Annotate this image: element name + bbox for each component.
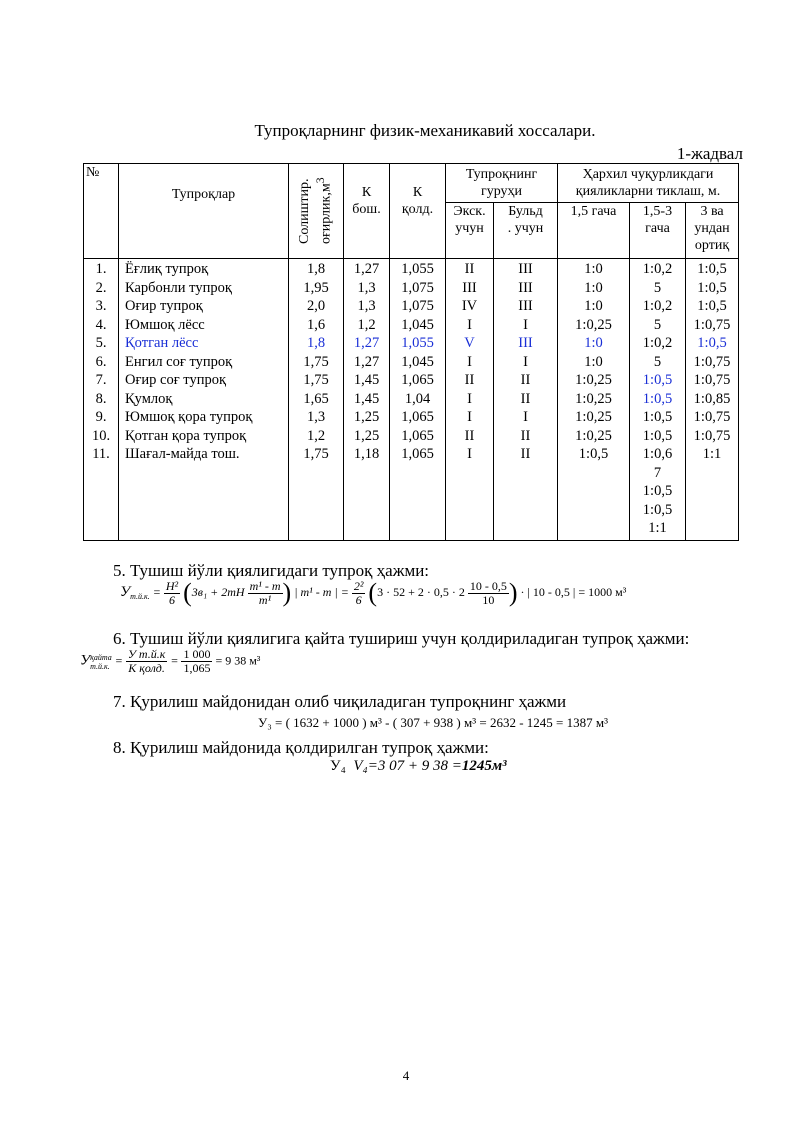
- cell: 1,65: [303, 390, 329, 407]
- cell: Қумлоқ: [125, 390, 173, 407]
- section-8-heading: 8. Қурилиш майдонида қолдирилган тупроқ ҳажми:: [113, 738, 489, 757]
- cell: III: [518, 298, 533, 314]
- header-slope-line1: Ҳархил чуқурликдаги: [582, 167, 714, 182]
- cell: 1:0,25: [575, 427, 612, 444]
- f5-frac1-den: 6: [168, 592, 175, 607]
- cell: I: [467, 390, 472, 407]
- cell: III: [518, 279, 533, 296]
- header-group-exc-line1: Экск.: [453, 204, 486, 219]
- cell: 10.: [91, 427, 111, 444]
- cell: V: [464, 335, 475, 351]
- f5-tail: · | 10 - 0,5 | = 1000 м³: [520, 584, 627, 599]
- cell: Юмшоқ қора тупроқ: [125, 409, 253, 425]
- cell: I: [467, 353, 472, 370]
- cell: 1,25: [353, 427, 380, 444]
- f6-lhs: У: [80, 652, 91, 669]
- cell: 1:0,75: [693, 353, 731, 370]
- cell: Карбонли тупроқ: [125, 279, 232, 296]
- f5-mid2: | m¹ - m | =: [294, 584, 349, 599]
- f6-frac1-num: У т.й.к: [127, 647, 166, 661]
- section-7-heading: 7. Қурилиш майдонидан олиб чиқиладиган тупроқнинг ҳажми: [113, 692, 567, 711]
- cell: 1,075: [401, 298, 434, 314]
- cell: 1:0,5: [642, 372, 673, 388]
- cell: 4.: [95, 316, 107, 333]
- col-soil: [119, 259, 289, 541]
- cell: 1:0: [584, 335, 603, 351]
- cell: 1:0,75: [693, 409, 731, 425]
- cell: 1:0,25: [575, 390, 612, 407]
- header-group-line1: Тупроқнинг: [465, 167, 538, 182]
- cell: 1,3: [306, 409, 326, 425]
- cell: 5: [653, 279, 662, 296]
- cell: 7.: [95, 372, 107, 388]
- f5-mid: 3в₁ + 2mH: [191, 584, 245, 599]
- cell: II: [520, 390, 531, 407]
- cell: III: [462, 279, 477, 296]
- cell: 1:0: [584, 298, 603, 314]
- cell: 1:0: [584, 261, 603, 277]
- cell: Оғир соғ тупроқ: [125, 372, 227, 388]
- cell: 1,6: [306, 316, 326, 333]
- cell: 1,045: [401, 353, 434, 370]
- cell: 1:0,5: [642, 501, 673, 518]
- page-title: Тупроқларнинг физик-механикавий хоссалари.: [254, 121, 596, 140]
- cell: III: [518, 261, 533, 277]
- cell: 1:0,75: [693, 316, 731, 333]
- cell: 1,065: [401, 427, 434, 444]
- cell: 1,055: [401, 261, 434, 277]
- cell: 1:0,5: [697, 279, 727, 296]
- cell: 1:0,6: [642, 446, 673, 462]
- header-group-line2: гуруҳи: [480, 184, 523, 199]
- cell: 1,075: [401, 279, 434, 296]
- f6-sup: қайта: [90, 652, 112, 662]
- cell: 7: [653, 464, 662, 481]
- cell: Оғир тупроқ: [125, 298, 203, 314]
- col-slope-153: [630, 259, 686, 541]
- cell: 5: [653, 353, 662, 370]
- cell: 1,065: [401, 446, 434, 462]
- col-k-initial: [344, 259, 390, 541]
- col-group-exc: [446, 259, 494, 541]
- header-k-initial-line2: бош.: [352, 202, 381, 217]
- header-k-remaining-line2: қолд.: [401, 202, 434, 217]
- cell: 1:0,2: [642, 298, 673, 314]
- cell: 5: [653, 316, 662, 333]
- cell: Ёғлиқ тупроқ: [125, 261, 209, 277]
- f8-result: 1245м³: [461, 758, 507, 774]
- cell: 1:0,5: [642, 390, 673, 407]
- header-slope-3-line2: ундан: [694, 221, 730, 236]
- f5-frac1-num: H²: [165, 578, 179, 593]
- cell: Юмшоқ лёсс: [125, 316, 205, 333]
- header-density-label: Солиштир. оғирлик,м: [297, 178, 334, 244]
- header-group-exc: [446, 203, 494, 259]
- header-group-bull-line1: Бульд: [508, 204, 543, 219]
- cell: I: [467, 409, 472, 425]
- col-num: [84, 259, 119, 541]
- col-slope-3: [686, 259, 739, 541]
- cell: 5.: [95, 335, 107, 351]
- section-6-heading: 6. Тушиш йўли қиялигига қайта тушириш учун қолдириладиган тупроқ ҳажми:: [113, 629, 690, 648]
- header-group-bull-line2: . учун: [507, 221, 544, 236]
- header-group-exc-line2: учун: [455, 221, 484, 236]
- cell: 1,95: [303, 279, 329, 296]
- header-slope-3-line1: 3 ва: [700, 204, 724, 219]
- f5-frac4-num: 10 - 0,5: [469, 578, 507, 593]
- f5-frac2-num: m¹ - m: [249, 578, 281, 593]
- formula-6: У қайта т.й.к. = $\frac{\text{У т.й.к}}{\text{К қолд.}}$ = $\frac{1 000}{1,065}$ = 9 38 м³: [80, 647, 261, 675]
- cell: 1,8: [306, 261, 326, 277]
- cell: 1:0: [584, 279, 603, 296]
- cell: 1:0,75: [693, 427, 731, 444]
- f5-frac2-den: m¹: [258, 592, 272, 607]
- soil-properties-table: [83, 163, 739, 541]
- cell: 1:1: [648, 520, 667, 536]
- cell: I: [523, 353, 528, 370]
- cell: 1:0,5: [642, 427, 673, 444]
- cell: II: [464, 372, 475, 388]
- cell: I: [467, 446, 472, 462]
- cell: Қотган лёсс: [125, 335, 199, 351]
- cell: II: [520, 446, 531, 462]
- cell: 1,3: [357, 279, 376, 296]
- cell: IV: [461, 298, 478, 314]
- formula-5: $У_{т.й.к.}$ = $\frac{\text{H²}}{6}$ (3в₁ + 2mH $\frac{\text{m¹ - m}}{\text{m¹}}$ ) | m¹ - m | = $\frac{\text{2²}}{6}$ (3 · 52 + 2 · 0,5 · 2 $\frac{10 - 0,5}{10}$ ) · | 10 - 0,5 | = 1000 м³: [120, 578, 627, 607]
- cell: 1,45: [353, 390, 380, 407]
- cell: 1:0,25: [575, 316, 612, 333]
- cell: I: [523, 409, 528, 425]
- f8-body: V₄=3 07 + 9 38 =: [353, 758, 462, 774]
- cell: 3.: [95, 298, 107, 314]
- cell: 1,3: [357, 298, 376, 314]
- cell: 1:0,2: [642, 261, 673, 277]
- cell: 1,75: [303, 353, 329, 370]
- cell: 2,0: [306, 298, 326, 314]
- header-slope: [558, 164, 739, 203]
- cell: III: [518, 335, 533, 351]
- page-number: 4: [402, 1068, 410, 1083]
- header-slope-3: [686, 203, 739, 259]
- f5-mid3: 3 · 52 + 2 · 0,5 · 2: [377, 584, 465, 599]
- col-k-remaining: [390, 259, 446, 541]
- header-slope-153-line1: 1,5-3: [642, 204, 673, 219]
- f5-frac3-den: 6: [355, 592, 362, 607]
- header-soils: Тупроқлар: [119, 164, 289, 259]
- cell: 1:0,5: [642, 409, 673, 425]
- cell: 1,8: [306, 335, 326, 351]
- f6-frac2-den: 1,065: [183, 661, 211, 675]
- f8-prefix: У₄: [330, 758, 346, 774]
- header-slope-153-line2: гача: [645, 221, 670, 236]
- header-slope-15: 1,5 гача: [558, 203, 630, 259]
- header-num: №: [84, 164, 119, 259]
- header-slope-153: [630, 203, 686, 259]
- cell: 1,065: [401, 372, 434, 388]
- cell: 1:0,75: [693, 372, 731, 388]
- col-density: [289, 259, 344, 541]
- header-k-remaining: [390, 164, 446, 259]
- cell: 2.: [95, 279, 107, 296]
- formula-7: У₃ = ( 1632 + 1000 ) м³ - ( 307 + 938 ) м³ = 2632 - 1245 = 1387 м³: [258, 715, 608, 730]
- cell: II: [464, 427, 475, 444]
- cell: 1,27: [353, 261, 380, 277]
- cell: 1,27: [353, 353, 380, 370]
- cell: II: [520, 427, 531, 444]
- cell: 1,045: [401, 316, 434, 333]
- cell: 1:0,25: [575, 409, 612, 425]
- f5-frac3-num: 2²: [353, 578, 364, 593]
- cell: 1:0,5: [697, 335, 727, 351]
- cell: 1,27: [353, 335, 380, 351]
- cell: I: [523, 316, 528, 333]
- col-slope-15: [558, 259, 630, 541]
- cell: 1,75: [303, 372, 329, 388]
- header-k-initial-line1: К: [361, 185, 372, 200]
- cell: 1,75: [303, 446, 329, 462]
- cell: 1:0,5: [697, 298, 727, 314]
- header-k-initial: [344, 164, 390, 259]
- cell: 1:0,5: [642, 483, 673, 499]
- cell: 1,04: [404, 390, 431, 407]
- cell: 1,065: [401, 409, 434, 425]
- cell: II: [520, 372, 531, 388]
- cell: 1:0,25: [575, 372, 612, 388]
- cell: 11.: [92, 446, 110, 462]
- cell: 8.: [95, 390, 107, 407]
- header-slope-line2: қияликларни тиклаш, м.: [575, 184, 721, 199]
- cell: Қотган қора тупроқ: [125, 427, 247, 444]
- f6-result: = 9 38 м³: [215, 653, 261, 668]
- cell: 1,2: [306, 427, 326, 444]
- header-k-remaining-line1: К: [412, 185, 423, 200]
- cell: 1.: [95, 261, 107, 277]
- cell: 1:1: [702, 446, 722, 462]
- f5-frac4-den: 10: [482, 592, 495, 607]
- header-density-sup: 3: [314, 177, 328, 184]
- table-label: 1-жадвал: [676, 144, 743, 163]
- cell: II: [464, 261, 475, 277]
- cell: 1:0,85: [693, 390, 731, 407]
- section-5-heading: 5. Тушиш йўли қиялигидаги тупроқ ҳажми:: [113, 561, 430, 580]
- f5-lhs: У: [120, 583, 131, 600]
- header-slope-3-line3: ортиқ: [694, 238, 730, 253]
- f6-frac1-den: К қолд.: [128, 661, 165, 675]
- cell: 1:0,5: [697, 261, 727, 277]
- f5-lhs-sub: т.й.к.: [130, 592, 150, 602]
- cell: 1,25: [353, 409, 380, 425]
- cell: I: [467, 316, 472, 333]
- header-group: [446, 164, 558, 203]
- cell: 1:0,5: [578, 446, 609, 462]
- cell: 1,45: [353, 372, 380, 388]
- cell: 9.: [95, 409, 107, 425]
- cell: 1,055: [401, 335, 434, 351]
- cell: 1,2: [357, 316, 376, 333]
- cell: 1:0: [584, 353, 603, 370]
- header-density: [289, 164, 344, 259]
- col-group-bull: [494, 259, 558, 541]
- cell: 1:0,2: [642, 335, 673, 351]
- header-group-bull: [494, 203, 558, 259]
- cell: Енгил соғ тупроқ: [125, 353, 233, 370]
- f6-sub: т.й.к.: [90, 661, 110, 671]
- cell: 1,18: [353, 446, 380, 462]
- formula-8: [330, 758, 507, 775]
- cell: Шағал-майда тош.: [125, 446, 240, 462]
- f6-frac2-num: 1 000: [183, 647, 211, 661]
- cell: 6.: [95, 353, 107, 370]
